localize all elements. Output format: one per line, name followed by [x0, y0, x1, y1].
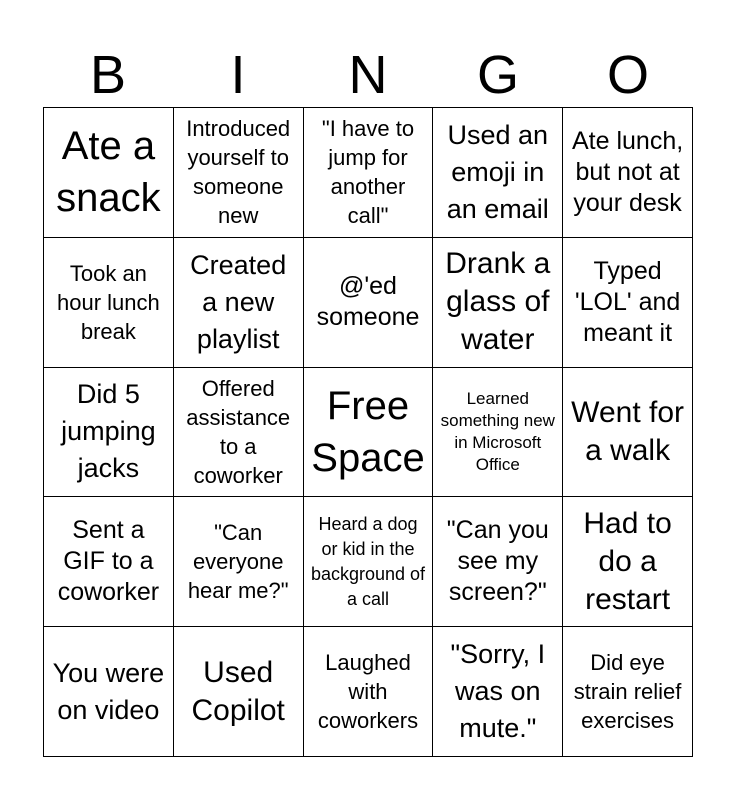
- bingo-cell[interactable]: [563, 108, 693, 238]
- cell-text: You were on video: [52, 657, 165, 725]
- header-letter-b: B: [89, 45, 127, 105]
- bingo-cell[interactable]: [433, 108, 563, 238]
- cell-text: "Can everyone hear me?": [187, 520, 289, 604]
- bingo-cell[interactable]: [44, 238, 174, 368]
- bingo-cell[interactable]: [174, 497, 304, 627]
- bingo-cell[interactable]: [304, 627, 434, 757]
- header-letter-g: G: [476, 45, 519, 105]
- cell-text: Went for a walk: [571, 395, 684, 467]
- cell-text: @'ed someone: [316, 272, 420, 332]
- bingo-cell[interactable]: [44, 497, 174, 627]
- cell-text: "I have to jump for another call": [321, 116, 415, 229]
- bingo-cell[interactable]: [44, 368, 174, 498]
- cell-text: Took an hour lunch break: [57, 260, 160, 344]
- bingo-cell[interactable]: [433, 238, 563, 368]
- bingo-grid: [43, 107, 693, 757]
- cell-text: Introduced yourself to someone new: [186, 116, 291, 229]
- cell-text: Used Copilot: [191, 655, 285, 727]
- header-letter-i: I: [230, 45, 246, 105]
- bingo-cell[interactable]: [433, 497, 563, 627]
- cell-text: Had to do a restart: [583, 506, 672, 616]
- cell-text: Used an emoji in an email: [446, 119, 549, 224]
- header-letter-n: N: [348, 45, 388, 105]
- bingo-cell[interactable]: [563, 627, 693, 757]
- cell-text: Ate a snack: [56, 124, 161, 221]
- cell-text: Drank a glass of water: [445, 247, 551, 357]
- bingo-cell[interactable]: [44, 627, 174, 757]
- cell-text: Learned something new in Microsoft Office: [440, 388, 555, 474]
- cell-text: Laughed with coworkers: [317, 650, 419, 734]
- bingo-cell[interactable]: [563, 368, 693, 498]
- cell-text: Offered assistance to a coworker: [186, 375, 291, 488]
- header-letter-o: O: [606, 45, 649, 105]
- cell-text: Typed 'LOL' and meant it: [574, 256, 681, 347]
- bingo-cell[interactable]: [563, 238, 693, 368]
- bingo-cell[interactable]: [174, 627, 304, 757]
- cell-text: Created a new playlist: [190, 249, 287, 354]
- bingo-cell[interactable]: [304, 108, 434, 238]
- bingo-cell[interactable]: [433, 627, 563, 757]
- free-space-cell[interactable]: [304, 368, 434, 498]
- cell-text: Did eye strain relief exercises: [573, 650, 682, 734]
- cell-text: Did 5 jumping jacks: [61, 379, 156, 484]
- cell-text: Sent a GIF to a coworker: [57, 516, 160, 607]
- bingo-cell[interactable]: [304, 238, 434, 368]
- bingo-cell[interactable]: [174, 238, 304, 368]
- cell-text: Free Space: [311, 383, 425, 480]
- bingo-cell[interactable]: [304, 497, 434, 627]
- bingo-cell[interactable]: [174, 368, 304, 498]
- cell-text: Ate lunch, but not at your desk: [572, 126, 684, 217]
- cell-text: "Can you see my screen?": [446, 516, 549, 607]
- bingo-cell[interactable]: [174, 108, 304, 238]
- cell-text: "Sorry, I was on mute.": [450, 639, 546, 744]
- bingo-cell[interactable]: [433, 368, 563, 498]
- bingo-cell[interactable]: [44, 108, 174, 238]
- bingo-cell[interactable]: [563, 497, 693, 627]
- bingo-header: [43, 44, 693, 106]
- cell-text: Heard a dog or kid in the background of a call: [310, 513, 426, 609]
